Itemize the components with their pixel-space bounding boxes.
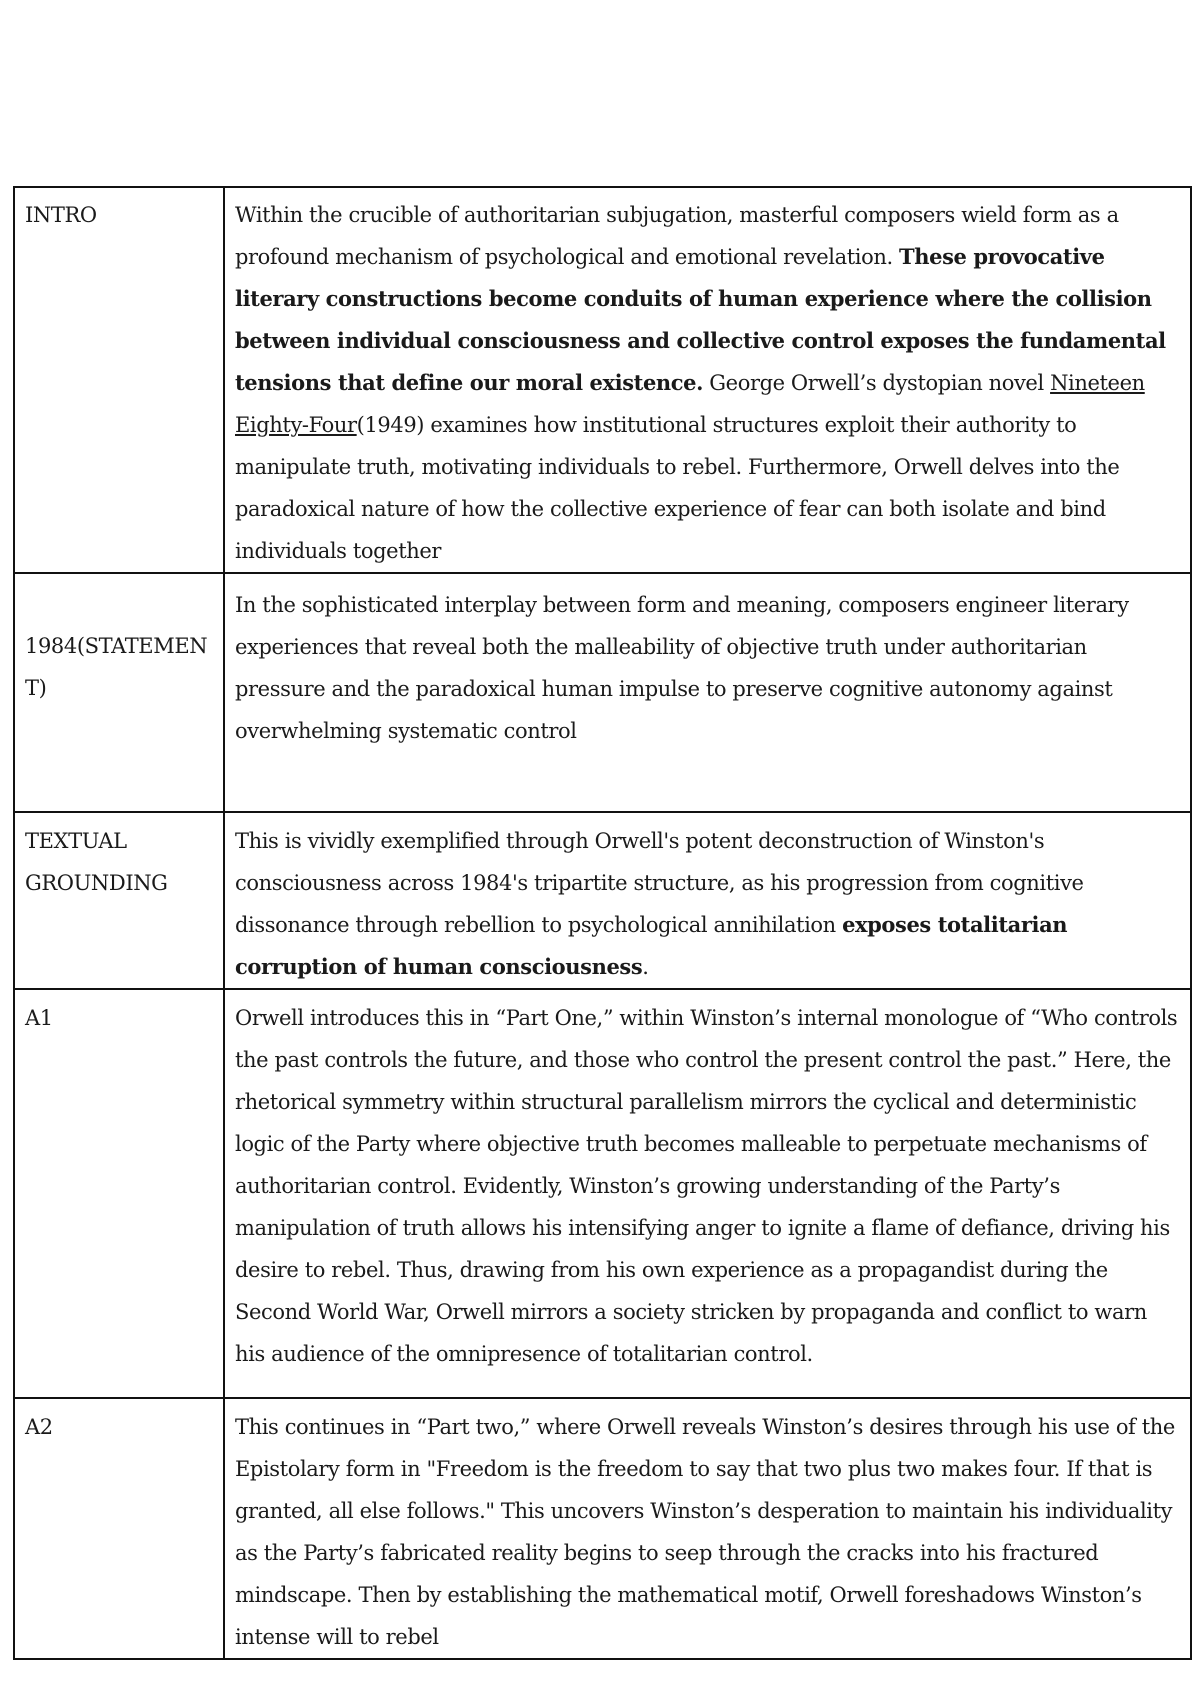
text-segment: .	[642, 955, 649, 979]
row-label-intro: INTRO	[14, 187, 224, 573]
text-segment: George Orwell’s dystopian novel	[703, 371, 1051, 395]
table-row	[14, 573, 1191, 812]
table-row	[14, 812, 1191, 989]
row-label-a2: A2	[14, 1398, 224, 1659]
text-segment: (1949) examines how institutional structures exploit their authority to manipulate truth, motivating individuals to rebel. Furthermore, Orwell delves into the paradoxical nature of how the collective experience of fear can both isolate and bind individuals together	[235, 413, 1120, 563]
text-segment: Within the crucible of authoritarian subjugation, masterful composers wield form as a profound mechanism of psychological and emotional revelation.	[235, 203, 1119, 269]
row-text-textual-grounding	[224, 812, 1191, 989]
row-label-textual-grounding: TEXTUAL GROUNDING	[14, 812, 224, 989]
row-text-a2	[224, 1398, 1191, 1659]
row-label-a1: A1	[14, 989, 224, 1398]
text-segment: In the sophisticated interplay between form and meaning, composers engineer literary experiences that reveal both the malleability of objective truth under authoritarian pressure and the paradoxical human impulse to preserve cognitive autonomy against overwhelming systematic control	[235, 593, 1129, 743]
text-segment: This continues in “Part two,” where Orwell reveals Winston’s desires through his use of the Epistolary form in "Freedom is the freedom to say that two plus two makes four. If that is granted, all else follows." This uncovers Winston’s desperation to maintain his individuality as the Party’s fabricated reality begins to seep through the cracks into his fractured mindscape. Then by establishing the mathematical motif, Orwell foreshadows Winston’s intense will to rebel	[235, 1415, 1175, 1649]
underlined-title: Nineteen Eighty-Four	[235, 371, 1145, 437]
bold-text-segment: exposes totalitarian corruption of human consciousness	[235, 912, 1068, 979]
row-text-intro	[224, 187, 1191, 573]
text-segment: Orwell introduces this in “Part One,” within Winston’s internal monologue of “Who controls the past controls the future, and those who control the present control the past.” Here, the rhetorical symmetry within structural parallelism mirrors the cyclical and deterministic logic of the Party where objective truth becomes malleable to perpetuate mechanisms of authoritarian control. Evidently, Winston’s growing understanding of the Party’s manipulation of truth allows his intensifying anger to ignite a flame of defiance, driving his desire to rebel. Thus, drawing from his own experience as a propagandist during the Second World War, Orwell mirrors a society stricken by propaganda and conflict to warn his audience of the omnipresence of totalitarian control.	[235, 1006, 1178, 1366]
table-row	[14, 1398, 1191, 1659]
table-row	[14, 989, 1191, 1398]
table-row	[14, 187, 1191, 573]
essay-plan-table	[13, 186, 1192, 1660]
row-text-a1	[224, 989, 1191, 1398]
row-text-statement	[224, 573, 1191, 812]
text-segment: This is vividly exemplified through Orwell's potent deconstruction of Winston's consciousness across 1984's tripartite structure, as his progression from cognitive dissonance through rebellion to psychological annihilation	[235, 829, 1084, 937]
bold-text-segment: These provocative literary constructions become conduits of human experience where the collision between individual consciousness and collective control exposes the fundamental tensions that define our moral existence.	[235, 244, 1166, 395]
row-label-statement: 1984(STATEMENT)	[14, 573, 224, 812]
